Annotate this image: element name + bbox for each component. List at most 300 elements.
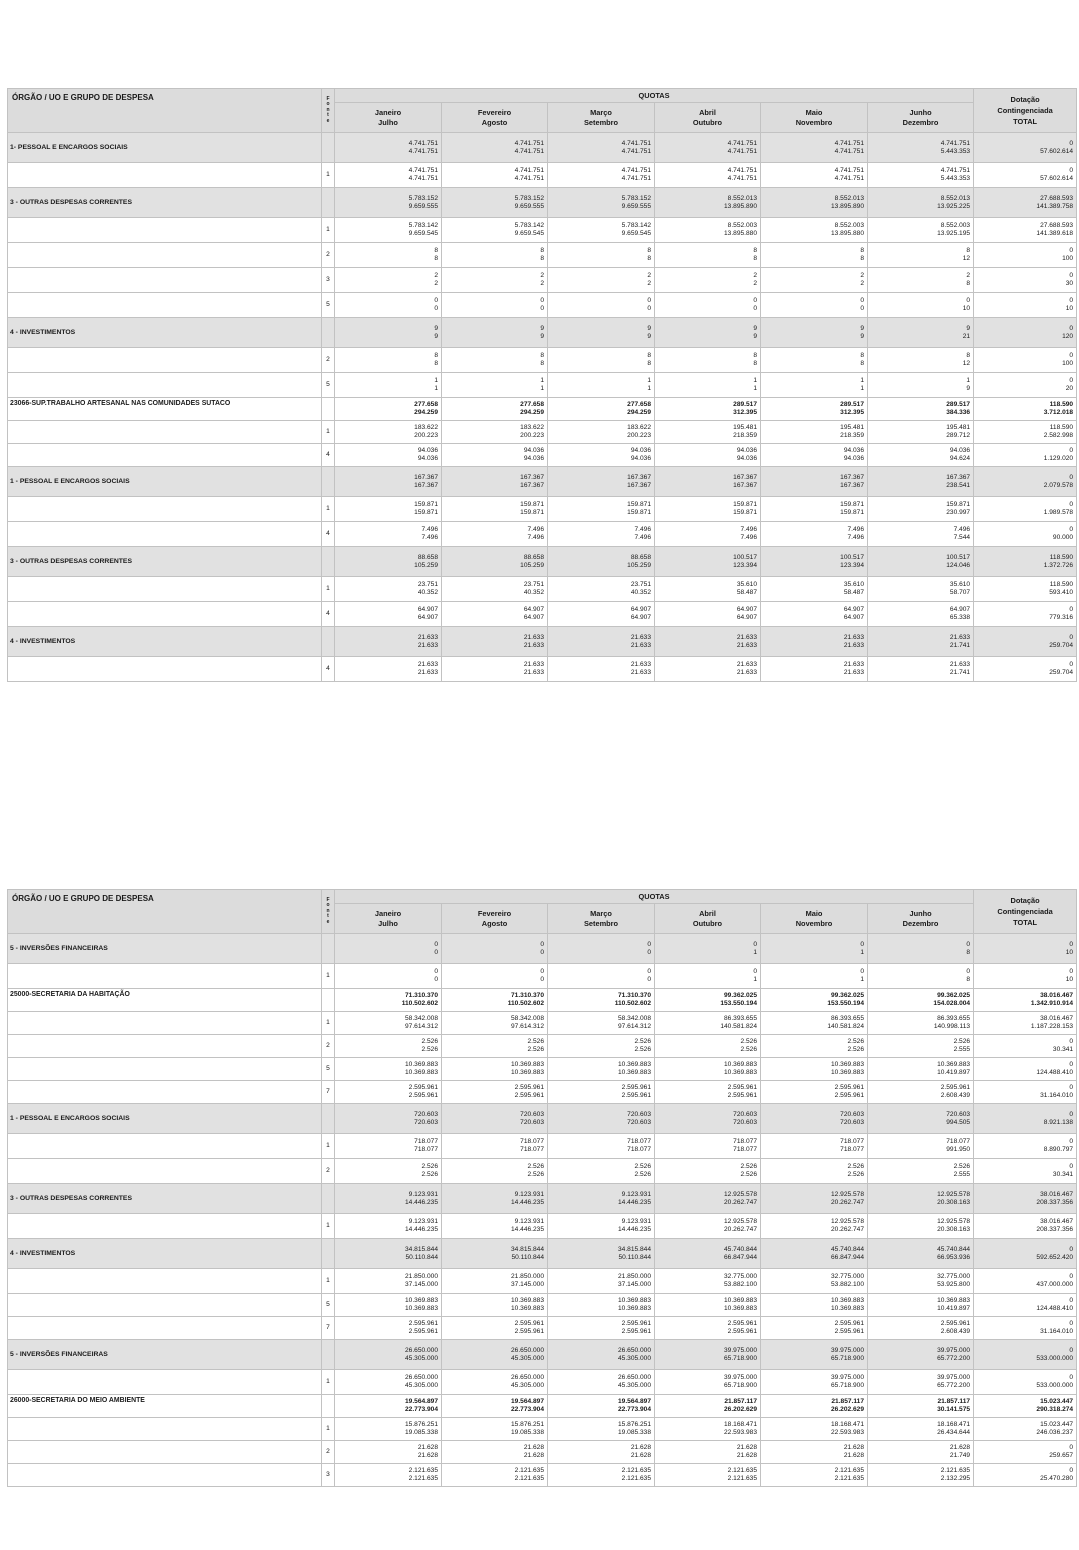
row-label bbox=[8, 348, 322, 373]
cell-value: 154.028.004 bbox=[933, 1000, 971, 1007]
quota-cell bbox=[335, 497, 442, 522]
cell-value: 167.367 bbox=[414, 481, 438, 489]
quota-cell bbox=[761, 1464, 868, 1487]
quota-cell bbox=[868, 577, 974, 602]
cell-value: 10.369.883 bbox=[937, 1297, 971, 1304]
cell-value: 10.369.883 bbox=[404, 1305, 438, 1312]
cell-value: 105.259 bbox=[414, 561, 438, 569]
cell-value: 21.633 bbox=[523, 641, 544, 649]
cell-value: 159.871 bbox=[946, 501, 971, 508]
cell-value: 8 bbox=[434, 352, 438, 359]
cell-value: 0 bbox=[540, 940, 544, 948]
quota-cell bbox=[655, 497, 761, 522]
cell-value: 0 bbox=[1069, 940, 1074, 948]
row-label: 5 - INVERSÕES FINANCEIRAS bbox=[8, 1340, 322, 1370]
cell-value: 2.526 bbox=[527, 1163, 544, 1170]
cell-value: 94.036 bbox=[630, 455, 651, 462]
cell-value: 720.603 bbox=[733, 1110, 757, 1118]
quota-cell bbox=[761, 577, 868, 602]
cell-value: 32.775.000 bbox=[723, 1273, 757, 1280]
cell-value: 57.602.614 bbox=[1040, 147, 1074, 155]
cell-value: 21.633 bbox=[523, 661, 544, 668]
cell-value: 26.434.644 bbox=[937, 1429, 971, 1436]
row-label: 1- PESSOAL E ENCARGOS SOCIAIS bbox=[8, 133, 322, 163]
cell-value: 86.393.655 bbox=[937, 1015, 971, 1022]
dotacao-cell bbox=[974, 163, 1077, 188]
quota-cell bbox=[868, 1012, 974, 1035]
quota-cell bbox=[868, 1104, 974, 1134]
cell-value: 19.564.897 bbox=[510, 1398, 544, 1405]
cell-value: 31.164.010 bbox=[1040, 1328, 1074, 1335]
row-label bbox=[8, 421, 322, 444]
table-body bbox=[8, 133, 1077, 682]
cell-value: 71.310.370 bbox=[617, 992, 651, 999]
quota-cell bbox=[548, 467, 655, 497]
fonte-header-char: o bbox=[326, 101, 330, 108]
cell-value: 21.850.000 bbox=[404, 1273, 438, 1280]
dotacao-cell bbox=[974, 268, 1077, 293]
cell-value: 0 bbox=[434, 940, 438, 948]
quota-cell bbox=[761, 1441, 868, 1464]
cell-value: 2.132.295 bbox=[940, 1475, 971, 1482]
cell-value: 208.337.356 bbox=[1036, 1226, 1074, 1233]
cell-value: 20.308.163 bbox=[937, 1198, 971, 1206]
fonte-cell: 5 bbox=[322, 1058, 335, 1081]
quota-cell bbox=[442, 522, 548, 547]
cell-value: 5.783.152 bbox=[621, 194, 651, 202]
cell-value: 2.526 bbox=[740, 1163, 757, 1170]
cell-value: 34.815.844 bbox=[617, 1245, 651, 1253]
quota-cell bbox=[868, 522, 974, 547]
cell-value: 0 bbox=[1069, 968, 1074, 975]
quota-cell bbox=[442, 318, 548, 348]
cell-value: 720.603 bbox=[520, 1118, 544, 1126]
month-name: Dezembro bbox=[902, 117, 939, 127]
cell-value: 88.658 bbox=[417, 553, 438, 561]
cell-value: 159.871 bbox=[733, 509, 757, 516]
quota-cell bbox=[761, 989, 868, 1012]
cell-value: 592.652.420 bbox=[1036, 1253, 1074, 1261]
quota-cell bbox=[655, 1184, 761, 1214]
cell-value: 34.815.844 bbox=[510, 1245, 544, 1253]
quota-cell bbox=[761, 547, 868, 577]
cell-value: 0 bbox=[1069, 272, 1074, 279]
cell-value: 9 bbox=[966, 324, 971, 332]
cell-value: 8 bbox=[753, 352, 757, 359]
fonte-cell bbox=[322, 934, 335, 964]
cell-value: 2.582.998 bbox=[1043, 432, 1074, 439]
fonte-cell: 1 bbox=[322, 421, 335, 444]
cell-value: 26.650.000 bbox=[404, 1374, 438, 1381]
quota-cell bbox=[655, 348, 761, 373]
quota-cell bbox=[761, 444, 868, 467]
cell-value: 21.628 bbox=[843, 1444, 864, 1451]
quota-cell bbox=[442, 421, 548, 444]
cell-value: 2.526 bbox=[847, 1038, 864, 1045]
cell-value: 195.481 bbox=[946, 424, 971, 431]
row-label bbox=[8, 243, 322, 268]
cell-value: 533.000.000 bbox=[1036, 1354, 1074, 1362]
cell-value: 45.740.844 bbox=[723, 1245, 757, 1253]
month-header bbox=[335, 103, 442, 133]
cell-value: 141.389.758 bbox=[1036, 202, 1074, 210]
cell-value: 10 bbox=[1065, 976, 1074, 983]
cell-value: 18.168.471 bbox=[830, 1421, 864, 1428]
cell-value: 2.595.961 bbox=[834, 1084, 864, 1091]
row-label bbox=[8, 522, 322, 547]
cell-value: 9 bbox=[434, 332, 438, 340]
quota-cell bbox=[442, 293, 548, 318]
quota-cell bbox=[868, 1081, 974, 1104]
cell-value: 0 bbox=[966, 968, 971, 975]
quota-cell bbox=[655, 1317, 761, 1340]
quota-cell bbox=[868, 1294, 974, 1317]
cell-value: 58.707 bbox=[949, 589, 971, 596]
cell-value: 2.608.439 bbox=[940, 1092, 971, 1099]
cell-value: 19.085.338 bbox=[404, 1429, 438, 1436]
month-name: Abril bbox=[699, 107, 716, 117]
cell-value: 21.628 bbox=[843, 1452, 864, 1459]
dotacao-cell bbox=[974, 1159, 1077, 1184]
fonte-cell bbox=[322, 133, 335, 163]
cell-value: 10.369.883 bbox=[830, 1305, 864, 1312]
cell-value: 66.953.936 bbox=[937, 1253, 971, 1261]
row-label bbox=[8, 373, 322, 398]
quota-cell bbox=[761, 1012, 868, 1035]
cell-value: 141.389.618 bbox=[1036, 230, 1074, 237]
cell-value: 8.552.013 bbox=[940, 194, 971, 202]
dotacao-cell bbox=[974, 1134, 1077, 1159]
cell-value: 10.369.883 bbox=[723, 1061, 757, 1068]
fonte-cell: 3 bbox=[322, 1464, 335, 1487]
cell-value: 94.036 bbox=[736, 447, 757, 454]
cell-value: 720.603 bbox=[627, 1118, 651, 1126]
fonte-cell: 1 bbox=[322, 497, 335, 522]
cell-value: 21.741 bbox=[949, 669, 971, 676]
group-row bbox=[8, 1184, 1077, 1214]
dotacao-cell bbox=[974, 243, 1077, 268]
cell-value: 0 bbox=[1069, 324, 1074, 332]
cell-value: 2.526 bbox=[421, 1171, 438, 1178]
quota-cell bbox=[335, 398, 442, 421]
cell-value: 0 bbox=[753, 297, 757, 304]
cell-value: 8 bbox=[966, 247, 971, 254]
cell-value: 39.975.000 bbox=[937, 1374, 971, 1381]
cell-value: 0 bbox=[1069, 606, 1074, 613]
cell-value: 2 bbox=[434, 272, 438, 279]
cell-value: 0 bbox=[1069, 352, 1074, 359]
cell-value: 118.590 bbox=[1049, 553, 1074, 561]
month-header bbox=[868, 103, 974, 133]
month-name: Outubro bbox=[692, 918, 723, 928]
quota-cell bbox=[442, 934, 548, 964]
cell-value: 45.305.000 bbox=[617, 1382, 651, 1389]
dotacao-cell bbox=[974, 293, 1077, 318]
cell-value: 118.590 bbox=[1049, 581, 1074, 588]
cell-value: 4.741.751 bbox=[514, 147, 544, 155]
quota-cell bbox=[655, 1104, 761, 1134]
cell-value: 8.921.138 bbox=[1043, 1118, 1074, 1126]
quota-cell bbox=[868, 547, 974, 577]
month-name: Novembro bbox=[795, 918, 833, 928]
quota-cell bbox=[655, 133, 761, 163]
cell-value: 720.603 bbox=[414, 1118, 438, 1126]
cell-value: 200.223 bbox=[414, 432, 438, 439]
quota-cell bbox=[761, 1081, 868, 1104]
quota-cell bbox=[442, 218, 548, 243]
month-name: Fevereiro bbox=[477, 107, 512, 117]
cell-value: 720.603 bbox=[840, 1118, 864, 1126]
cell-value: 110.502.602 bbox=[401, 1000, 438, 1007]
cell-value: 15.023.447 bbox=[1040, 1398, 1074, 1405]
cell-value: 58.487 bbox=[736, 589, 757, 596]
quota-cell bbox=[442, 1081, 548, 1104]
cell-value: 65.718.900 bbox=[830, 1382, 864, 1389]
quota-cell bbox=[335, 1441, 442, 1464]
quota-cell bbox=[335, 1159, 442, 1184]
cell-value: 2.121.635 bbox=[514, 1475, 544, 1482]
cell-value: 10 bbox=[1065, 305, 1074, 312]
cell-value: 2.595.961 bbox=[727, 1320, 757, 1327]
cell-value: 2.595.961 bbox=[621, 1092, 651, 1099]
cell-value: 2.595.961 bbox=[408, 1084, 438, 1091]
cell-value: 2.595.961 bbox=[621, 1320, 651, 1327]
quota-cell bbox=[548, 1134, 655, 1159]
quota-cell bbox=[548, 497, 655, 522]
cell-value: 720.603 bbox=[840, 1110, 864, 1118]
cell-value: 21.633 bbox=[630, 661, 651, 668]
cell-value: 2.595.961 bbox=[514, 1084, 544, 1091]
dotacao-header-line: Contingenciada bbox=[997, 106, 1053, 115]
cell-value: 218.359 bbox=[733, 432, 757, 439]
cell-value: 18.168.471 bbox=[937, 1421, 971, 1428]
quota-cell bbox=[548, 268, 655, 293]
cell-value: 4.741.751 bbox=[940, 167, 971, 174]
row-label bbox=[8, 1035, 322, 1058]
cell-value: 153.550.194 bbox=[720, 1000, 757, 1007]
cell-value: 15.876.251 bbox=[617, 1421, 651, 1428]
cell-value: 2.595.961 bbox=[940, 1084, 971, 1091]
cell-value: 9.123.931 bbox=[514, 1218, 544, 1225]
cell-value: 99.362.025 bbox=[830, 992, 864, 999]
quota-cell bbox=[335, 1269, 442, 1294]
quota-cell bbox=[442, 627, 548, 657]
quota-cell bbox=[761, 1035, 868, 1058]
quota-cell bbox=[548, 1395, 655, 1418]
quota-cell bbox=[335, 348, 442, 373]
fonte-cell: 4 bbox=[322, 444, 335, 467]
quota-cell bbox=[442, 163, 548, 188]
month-header bbox=[548, 904, 655, 934]
cell-value: 18.168.471 bbox=[723, 1421, 757, 1428]
quota-cell bbox=[868, 243, 974, 268]
cell-value: 2.121.635 bbox=[834, 1467, 864, 1474]
cell-value: 23.751 bbox=[523, 581, 544, 588]
row-label bbox=[8, 1294, 322, 1317]
fonte-cell: 1 bbox=[322, 1214, 335, 1239]
cell-value: 32.775.000 bbox=[937, 1273, 971, 1280]
cell-value: 64.907 bbox=[843, 614, 864, 621]
cell-value: 2.595.961 bbox=[834, 1328, 864, 1335]
cell-value: 58.487 bbox=[843, 589, 864, 596]
month-name: Setembro bbox=[583, 117, 619, 127]
quota-cell bbox=[655, 1370, 761, 1395]
quota-cell bbox=[442, 348, 548, 373]
cell-value: 22.773.904 bbox=[617, 1406, 651, 1413]
cell-value: 0 bbox=[753, 968, 757, 975]
cell-value: 4.741.751 bbox=[940, 139, 971, 147]
budget-table-top bbox=[7, 88, 1077, 682]
cell-value: 124.488.410 bbox=[1036, 1069, 1074, 1076]
quota-cell bbox=[655, 1340, 761, 1370]
quota-cell bbox=[868, 602, 974, 627]
quota-cell bbox=[442, 1134, 548, 1159]
cell-value: 8 bbox=[540, 247, 544, 254]
quota-cell bbox=[761, 421, 868, 444]
quota-cell bbox=[442, 1441, 548, 1464]
quota-cell bbox=[442, 1012, 548, 1035]
cell-value: 14.446.235 bbox=[617, 1226, 651, 1233]
cell-value: 0 bbox=[1069, 1297, 1074, 1304]
cell-value: 21.633 bbox=[417, 669, 438, 676]
cell-value: 718.077 bbox=[627, 1138, 651, 1145]
quota-cell bbox=[548, 1035, 655, 1058]
cell-value: 2.121.635 bbox=[727, 1475, 757, 1482]
fonte-row bbox=[8, 1081, 1077, 1104]
cell-value: 294.259 bbox=[627, 409, 651, 416]
quota-cell bbox=[335, 657, 442, 682]
quota-cell bbox=[655, 1081, 761, 1104]
cell-value: 9.659.555 bbox=[621, 202, 651, 210]
quotas-header: QUOTAS bbox=[335, 89, 974, 103]
cell-value: 720.603 bbox=[627, 1110, 651, 1118]
cell-value: 13.925.195 bbox=[937, 230, 971, 237]
cell-value: 8.552.003 bbox=[834, 222, 864, 229]
cell-value: 0 bbox=[753, 940, 757, 948]
quota-cell bbox=[868, 1317, 974, 1340]
cell-value: 26.202.629 bbox=[723, 1406, 757, 1413]
cell-value: 0 bbox=[1069, 473, 1074, 481]
quota-cell bbox=[655, 1134, 761, 1159]
cell-value: 10.369.883 bbox=[830, 1061, 864, 1068]
cell-value: 4.741.751 bbox=[834, 175, 864, 182]
cell-value: 20.262.747 bbox=[723, 1226, 757, 1233]
cell-value: 5.783.142 bbox=[408, 222, 438, 229]
cell-value: 57.602.614 bbox=[1040, 175, 1074, 182]
cell-value: 384.336 bbox=[946, 409, 971, 416]
cell-value: 8 bbox=[966, 948, 971, 956]
cell-value: 718.077 bbox=[946, 1138, 971, 1145]
cell-value: 2.608.439 bbox=[940, 1328, 971, 1335]
cell-value: 246.036.237 bbox=[1036, 1429, 1074, 1436]
cell-value: 2.595.961 bbox=[408, 1320, 438, 1327]
cell-value: 9.659.545 bbox=[408, 230, 438, 237]
cell-value: 65.338 bbox=[949, 614, 971, 621]
cell-value: 19.564.897 bbox=[617, 1398, 651, 1405]
cell-value: 65.772.200 bbox=[937, 1354, 971, 1362]
cell-value: 50.110.844 bbox=[405, 1253, 438, 1261]
month-header bbox=[442, 103, 548, 133]
cell-value: 9 bbox=[540, 324, 544, 332]
fonte-cell: 1 bbox=[322, 577, 335, 602]
cell-value: 10.369.883 bbox=[404, 1069, 438, 1076]
cell-value: 277.658 bbox=[627, 401, 651, 408]
dotacao-cell bbox=[974, 133, 1077, 163]
cell-value: 23.751 bbox=[417, 581, 438, 588]
cell-value: 21.628 bbox=[736, 1452, 757, 1459]
quota-cell bbox=[761, 348, 868, 373]
quota-cell bbox=[335, 218, 442, 243]
quota-cell bbox=[335, 467, 442, 497]
cell-value: 0 bbox=[1069, 526, 1074, 533]
row-label: 3 - OUTRAS DESPESAS CORRENTES bbox=[8, 547, 322, 577]
quota-cell bbox=[548, 657, 655, 682]
cell-value: 10.419.897 bbox=[937, 1305, 971, 1312]
quota-cell bbox=[761, 243, 868, 268]
cell-value: 64.907 bbox=[736, 614, 757, 621]
fonte-cell bbox=[322, 1104, 335, 1134]
cell-value: 2.526 bbox=[953, 1163, 971, 1170]
cell-value: 9 bbox=[860, 324, 864, 332]
cell-value: 2.526 bbox=[421, 1038, 438, 1045]
cell-value: 10.369.883 bbox=[510, 1061, 544, 1068]
quota-cell bbox=[868, 467, 974, 497]
cell-value: 8 bbox=[966, 280, 971, 287]
cell-value: 8 bbox=[966, 352, 971, 359]
cell-value: 2.526 bbox=[953, 1038, 971, 1045]
fonte-row bbox=[8, 1418, 1077, 1441]
row-label: 4 - INVESTIMENTOS bbox=[8, 318, 322, 348]
cell-value: 718.077 bbox=[414, 1138, 438, 1145]
cell-value: 12.925.578 bbox=[830, 1218, 864, 1225]
fonte-cell: 5 bbox=[322, 373, 335, 398]
cell-value: 0 bbox=[1069, 1038, 1074, 1045]
cell-value: 0 bbox=[966, 940, 971, 948]
quota-cell bbox=[868, 1035, 974, 1058]
cell-value: 2 bbox=[966, 272, 971, 279]
month-name: Julho bbox=[378, 117, 398, 127]
cell-value: 259.704 bbox=[1049, 669, 1074, 676]
quota-cell bbox=[655, 577, 761, 602]
row-label: 26000-SECRETARIA DO MEIO AMBIENTE bbox=[8, 1395, 322, 1418]
cell-value: 779.316 bbox=[1049, 614, 1074, 621]
cell-value: 10.369.883 bbox=[617, 1061, 651, 1068]
fonte-row bbox=[8, 421, 1077, 444]
fonte-row bbox=[8, 1269, 1077, 1294]
row-label bbox=[8, 1464, 322, 1487]
cell-value: 19.564.897 bbox=[404, 1398, 438, 1405]
quota-cell bbox=[548, 1317, 655, 1340]
cell-value: 86.393.655 bbox=[830, 1015, 864, 1022]
row-label bbox=[8, 1012, 322, 1035]
cell-value: 120 bbox=[1062, 332, 1074, 340]
cell-value: 71.310.370 bbox=[404, 992, 438, 999]
cell-value: 183.622 bbox=[414, 424, 438, 431]
quota-cell bbox=[548, 627, 655, 657]
cell-value: 118.590 bbox=[1049, 424, 1074, 431]
cell-value: 7.496 bbox=[634, 534, 651, 541]
fonte-cell: 2 bbox=[322, 1441, 335, 1464]
quota-cell bbox=[868, 1340, 974, 1370]
cell-value: 0 bbox=[1069, 139, 1074, 147]
quota-cell bbox=[442, 1184, 548, 1214]
cell-value: 2.595.961 bbox=[834, 1320, 864, 1327]
row-label bbox=[8, 497, 322, 522]
quota-cell bbox=[335, 133, 442, 163]
cell-value: 259.704 bbox=[1049, 641, 1074, 649]
cell-value: 8 bbox=[753, 360, 757, 367]
cell-value: 0 bbox=[1069, 1138, 1074, 1145]
